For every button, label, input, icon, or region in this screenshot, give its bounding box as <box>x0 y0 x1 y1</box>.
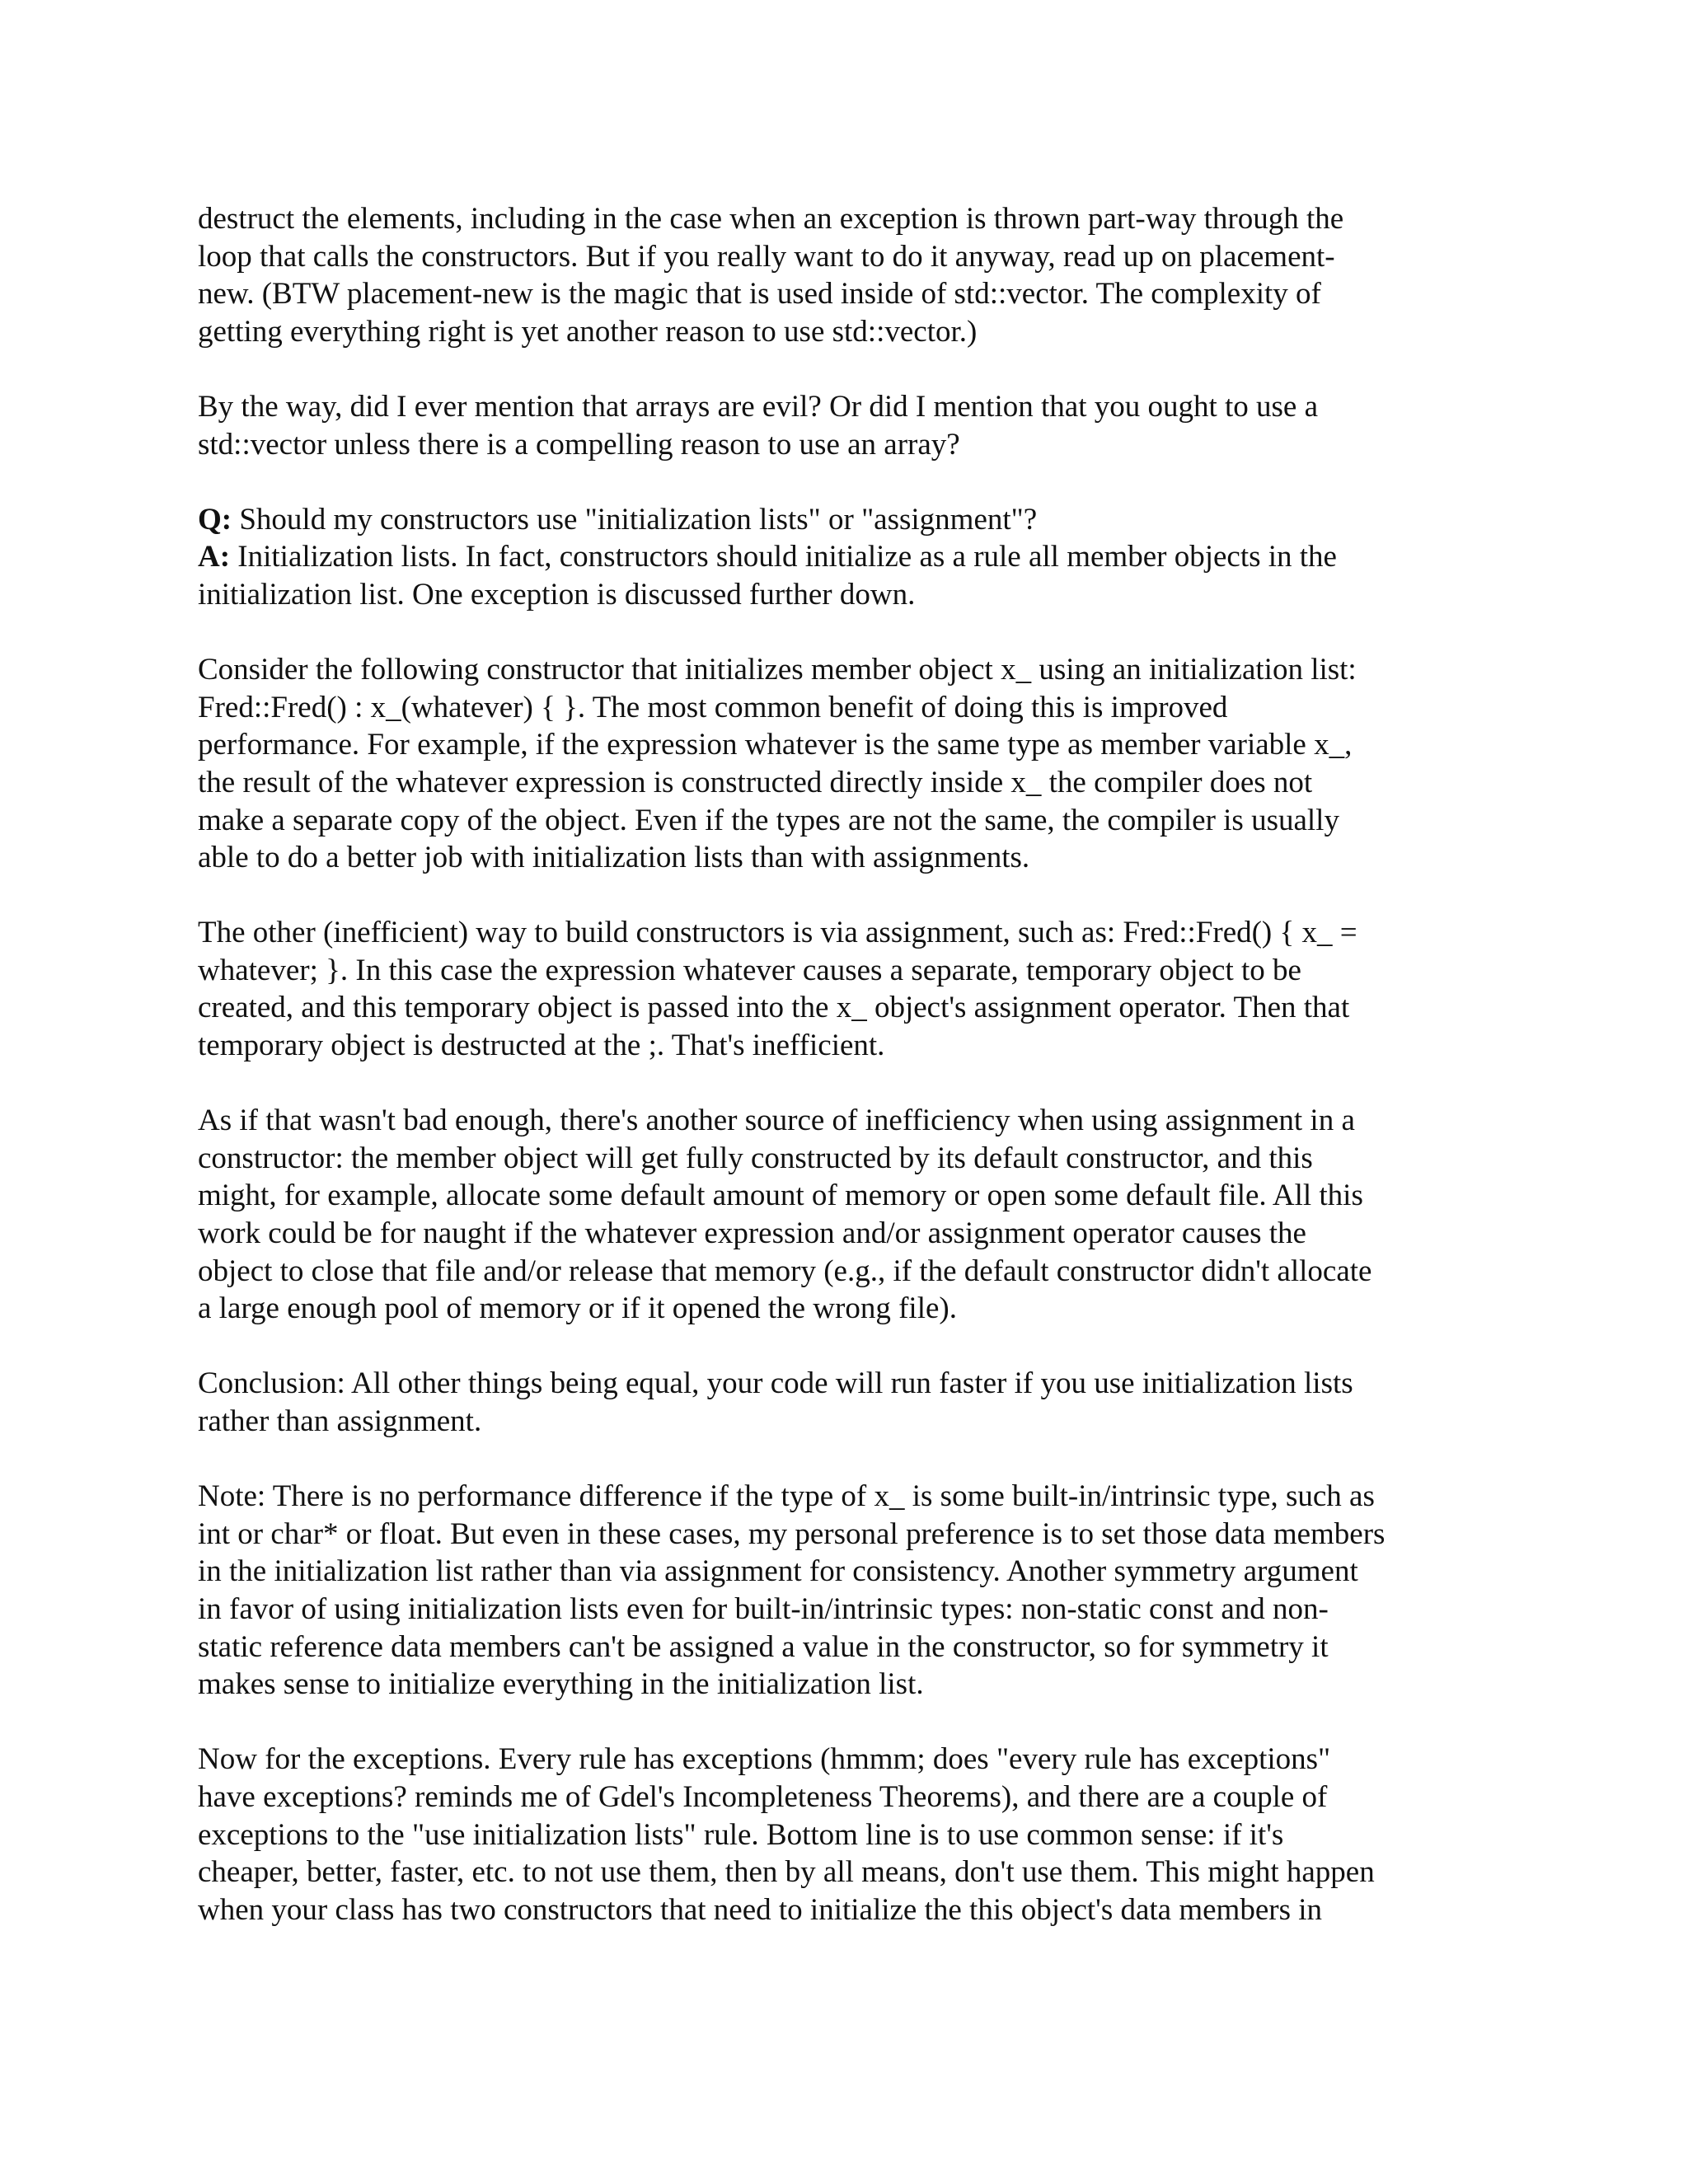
paragraph-exceptions: Now for the exceptions. Every rule has exceptions (hmmm; does "every rule has exceptions" have exceptions? reminds me of Gdel's Incompleteness Theorems), and there are a couple of exceptions to the "use initialization lists" rule. Bottom line is to use common sense: if it's cheaper, better, faster, etc. to not use them, then by all means, don't use them. This might happen when your class has two constructors that need to initialize the this object's data members in <box>198 1742 1375 1927</box>
answer-label: A: <box>198 540 231 574</box>
document-body <box>198 200 1500 1966</box>
paragraph-arrays-evil: By the way, did I ever mention that arrays are evil? Or did I mention that you ought to use a std::vector unless there is a compelling reason to use an array? <box>198 389 1319 462</box>
paragraph-placement-new: destruct the elements, including in the case when an exception is thrown part-way through the loop that calls the constructors. But if you really want to do it anyway, read up on placement- new. (BTW placement-new is the magic that is used inside of std::vector. The complexity of getting everything right is yet another reason to use std::vector.) <box>198 202 1344 349</box>
paragraph-initialization-list-example: Consider the following constructor that initializes member object x_ using an initialization list: Fred::Fred() : x_(whatever) { }. The most common benefit of doing this is improved performance. For example, if the expression whatever is the same type as member variable x_, the result of the whatever expression is constructed directly inside x_ the compiler does not make a separate copy of the object. Even if the types are not the same, the compiler is usually able to do a better job with initialization lists than with assignments. <box>198 653 1357 875</box>
question-line <box>198 501 1500 539</box>
question-label: Q: <box>198 502 232 537</box>
paragraph-assignment-inefficient: The other (inefficient) way to build constructors is via assignment, such as: Fred::Fred() { x_ = whatever; }. In this case the expression whatever causes a separate, temporary object to be created, and this temporary object is passed into the x_ object's assignment operator. Then that temporary object is destructed at the ;. That's inefficient. <box>198 916 1357 1063</box>
paragraph-conclusion: Conclusion: All other things being equal, your code will run faster if you use initialization lists rather than assignment. <box>198 1366 1353 1438</box>
qa-initialization-lists <box>198 501 1500 614</box>
answer-text: Initialization lists. In fact, constructors should initialize as a rule all member objects in the initialization list. One exception is discussed further down. <box>198 540 1337 612</box>
paragraph-note-builtin-types: Note: There is no performance difference if the type of x_ is some built-in/intrinsic type, such as int or char* or float. But even in these cases, my personal preference is to set those data members in the initialization list rather than via assignment for consistency. Another symmetry argument in favor of using initialization lists even for built-in/intrinsic types: non-static const and non- static reference data members can't be assigned a value in the constructor, so for symmetry it makes sense to initialize everything in the initialization list. <box>198 1479 1386 1702</box>
paragraph-default-constructor-cost: As if that wasn't bad enough, there's another source of inefficiency when using assignment in a constructor: the member object will get fully constructed by its default constructor, and this might, for example, allocate some default amount of memory or open some default file. All this work could be for naught if the whatever expression and/or assignment operator causes the object to close that file and/or release that memory (e.g., if the default constructor didn't allocate a large enough pool of memory or if it opened the wrong file). <box>198 1104 1372 1326</box>
answer-line <box>198 538 1500 613</box>
question-text: Should my constructors use "initialization lists" or "assignment"? <box>232 502 1038 537</box>
